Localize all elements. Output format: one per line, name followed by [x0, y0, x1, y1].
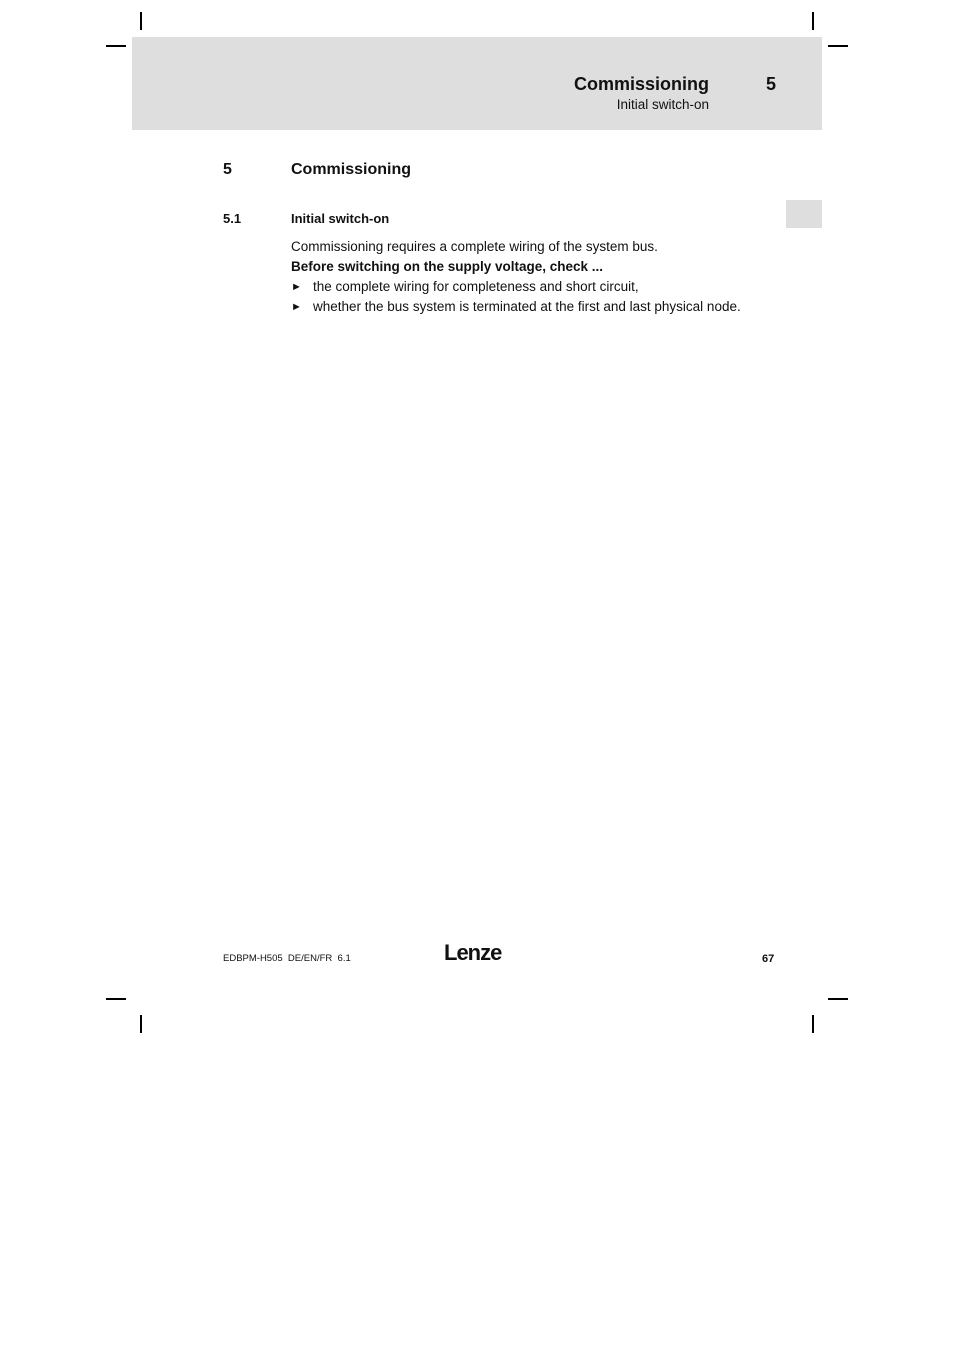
subsection-title: Initial switch-on	[291, 211, 390, 226]
header-subtitle: Initial switch-on	[616, 97, 709, 112]
header-chapter-number: 5	[766, 74, 777, 94]
crop-mark	[106, 998, 126, 1000]
crop-mark	[106, 45, 126, 47]
intro-paragraph: Commissioning requires a complete wiring of the system bus.	[291, 239, 658, 254]
crop-mark	[812, 12, 814, 30]
section-title: Commissioning	[291, 161, 412, 178]
bullet-arrow-icon: ►	[291, 301, 302, 313]
document-id: EDBPM-H505 DE/EN/FR 6.1	[223, 953, 351, 964]
lenze-logo: Lenze	[444, 940, 502, 965]
subsection-number: 5.1	[223, 211, 242, 226]
crop-mark	[828, 998, 848, 1000]
section-number: 5	[223, 161, 232, 178]
crop-mark	[140, 1015, 142, 1033]
chapter-side-tab	[786, 200, 822, 228]
list-item-text: the complete wiring for completeness and short circuit,	[313, 279, 639, 294]
body-text	[291, 237, 791, 317]
check-heading: Before switching on the supply voltage, check ...	[291, 259, 604, 274]
list-item-text: whether the bus system is terminated at the first and last physical node.	[313, 299, 741, 314]
bullet-arrow-icon: ►	[291, 281, 302, 293]
list-item	[291, 277, 791, 297]
crop-mark	[828, 45, 848, 47]
crop-mark	[812, 1015, 814, 1033]
header-band	[132, 37, 822, 130]
list-item	[291, 297, 791, 317]
header-title: Commissioning	[573, 74, 709, 94]
page-number: 67	[762, 953, 775, 965]
crop-mark	[140, 12, 142, 30]
